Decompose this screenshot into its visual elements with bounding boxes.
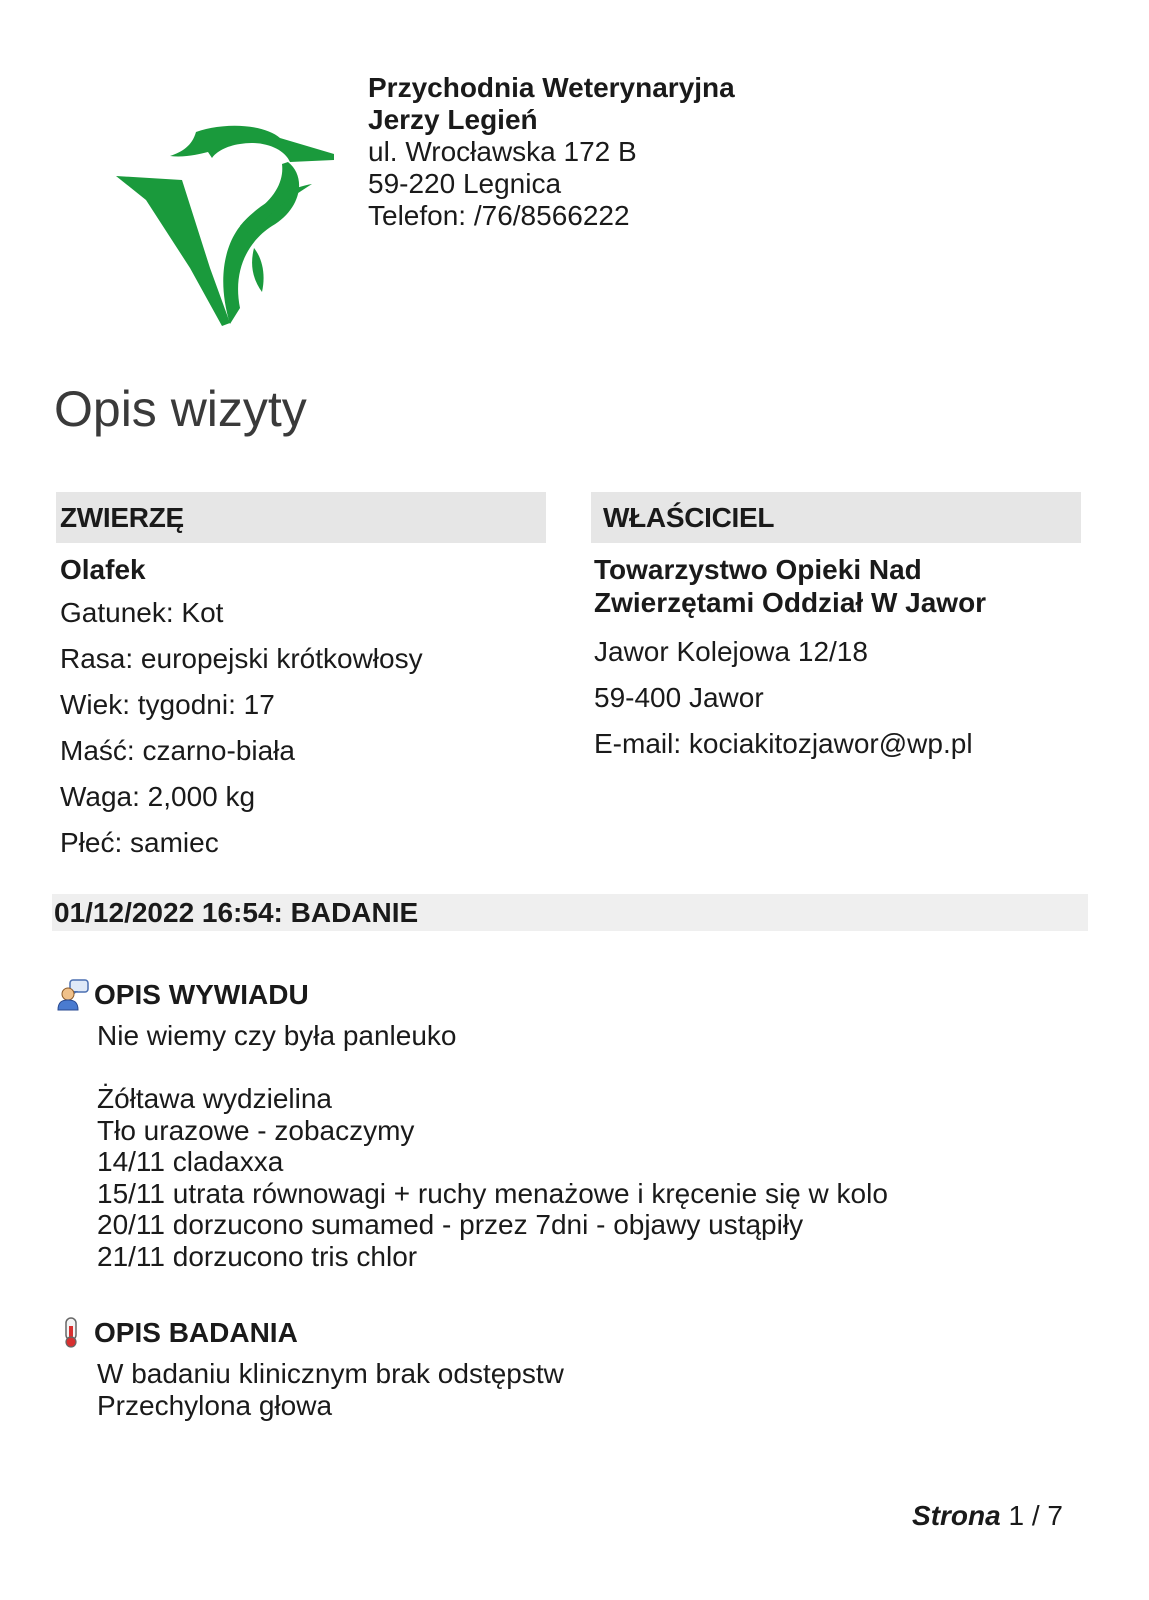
exam-section-title [56,1316,298,1350]
visit-header: 01/12/2022 16:54: BADANIE [52,894,1088,931]
interview-title-text: OPIS WYWIADU [94,979,309,1010]
animal-panel [56,492,546,866]
document-title: Opis wizyty [54,381,307,437]
exam-body: W badaniu klinicznym brak odstępstw Przechylona głowa [97,1358,564,1421]
page-label: Strona [912,1500,1001,1531]
clinic-street: ul. Wrocławska 172 B [368,136,637,167]
owner-city: 59-400 Jawor [594,682,764,713]
animal-age: Wiek: tygodni: 17 [60,689,275,720]
clinic-name: Przychodnia Weterynaryjna [368,72,735,103]
animal-species: Gatunek: Kot [60,597,224,628]
interview-body: Nie wiemy czy była panleuko Żółtawa wydzielina Tło urazowe - zobaczymy 14/11 cladaxxa 15/11 utrata równowagi + ruchy menażowe i kręcenie się w kolo 20/11 dorzucono sumamed - przez 7dni - objawy ustąpiły 21/11 dorzucono tris chlor [97,1020,888,1272]
person-speech-icon [56,978,90,1012]
clinic-info [368,72,735,232]
animal-sex: Płeć: samiec [60,827,219,858]
owner-name [594,553,1081,619]
animal-name: Olafek [60,554,146,585]
animal-weight: Waga: 2,000 kg [60,781,256,812]
page-current: 1 [1008,1500,1025,1531]
owner-name-line2: Zwierzętami Oddział W Jawor [594,587,987,618]
clinic-city: 59-220 Legnica [368,168,562,199]
interview-section-title [56,978,309,1012]
thermometer-icon [56,1316,90,1350]
owner-address: Jawor Kolejowa 12/18 [594,636,868,667]
owner-name-line1: Towarzystwo Opieki Nad [594,554,922,585]
clinic-logo [112,118,344,332]
owner-header: WŁAŚCICIEL [591,492,1081,543]
animal-breed: Rasa: europejski krótkowłosy [60,643,423,674]
page-number [912,1500,1063,1532]
page-total: / 7 [1031,1500,1063,1531]
owner-panel [591,492,1081,767]
owner-email: E-mail: kociakitozjawor@wp.pl [594,728,973,759]
clinic-owner: Jerzy Legień [368,104,538,135]
clinic-phone: Telefon: /76/8566222 [368,200,630,231]
animal-header: ZWIERZĘ [56,492,546,543]
exam-title-text: OPIS BADANIA [94,1317,298,1348]
animal-color: Maść: czarno-biała [60,735,295,766]
